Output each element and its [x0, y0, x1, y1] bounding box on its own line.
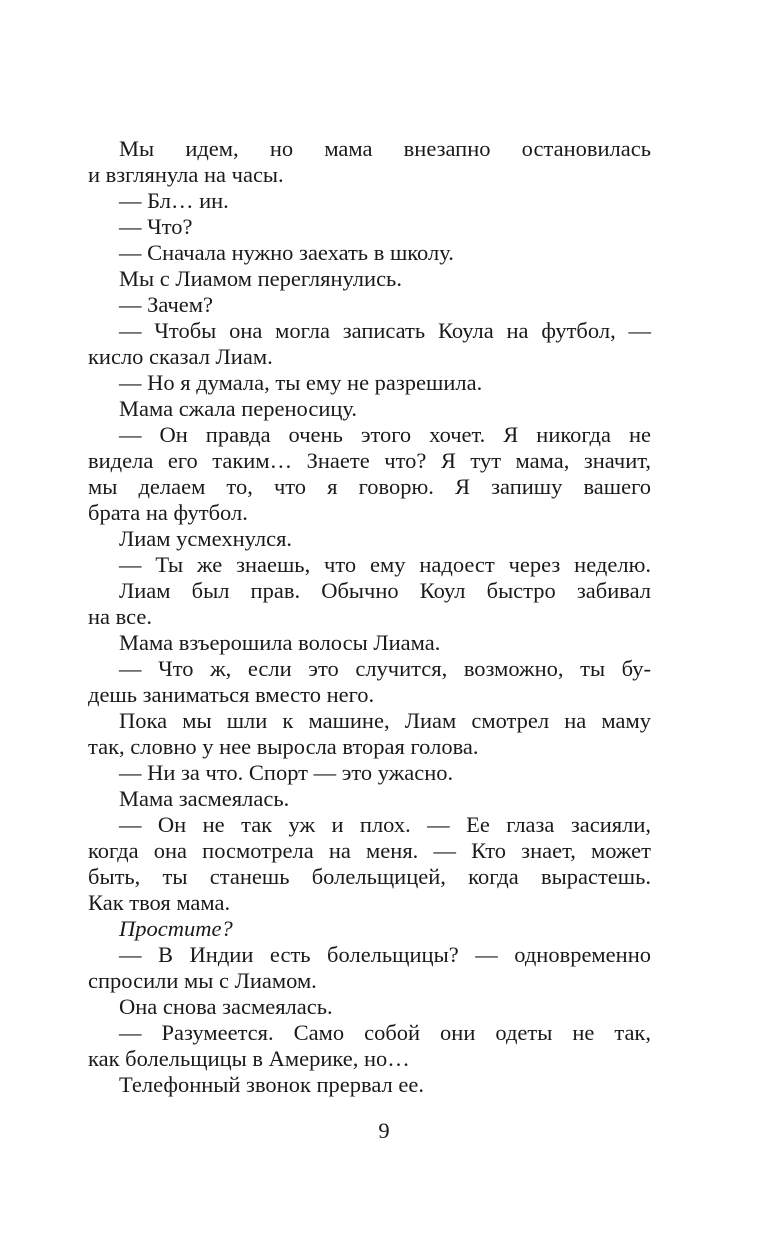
- text-line: спросили мы с Лиамом.: [88, 968, 317, 993]
- text-line: — Что ж, если это случится, возможно, ты бу-: [119, 656, 651, 681]
- text-line: Лиам усмехнулся.: [119, 526, 293, 551]
- text-line: — Разумеется. Само собой они одеты не так,: [119, 1020, 651, 1045]
- text-line: Телефонный звонок прервал ее.: [119, 1072, 425, 1097]
- text-line: когда она посмотрела на меня. — Кто знает, может: [88, 838, 651, 863]
- text-line: кисло сказал Лиам.: [88, 344, 273, 369]
- text-line: брата на футбол.: [88, 500, 248, 525]
- text-line: Мама взъерошила волосы Лиама.: [119, 630, 441, 655]
- text-line: Лиам был прав. Обычно Коул быстро забивал: [119, 578, 651, 603]
- text-line: Мама сжала переносицу.: [119, 396, 358, 421]
- text-line: видела его таким… Знаете что? Я тут мама, значит,: [88, 448, 651, 473]
- text-line: и взглянула на часы.: [88, 162, 284, 187]
- text-line: Как твоя мама.: [88, 890, 231, 915]
- text-line: — Зачем?: [119, 292, 214, 317]
- text-line: быть, ты станешь болельщицей, когда вырастешь.: [88, 864, 651, 889]
- text-line: Мама засмеялась.: [119, 786, 290, 811]
- text-line: Пока мы шли к машине, Лиам смотрел на маму: [119, 708, 651, 733]
- text-line: — Он правда очень этого хочет. Я никогда не: [119, 422, 651, 447]
- text-line: — Что?: [119, 214, 193, 239]
- text-line: — Бл… ин.: [119, 188, 229, 213]
- text-line: Мы с Лиамом переглянулись.: [119, 266, 402, 291]
- text-line: как болельщицы в Америке, но…: [88, 1046, 410, 1071]
- text-line: — Он не так уж и плох. — Ее глаза засияли,: [119, 812, 651, 837]
- text-line: Она снова засмеялась.: [119, 994, 333, 1019]
- text-line: на все.: [88, 604, 153, 629]
- text-line: — В Индии есть болельщицы? — одновременно: [119, 942, 651, 967]
- body-text: [88, 136, 651, 1098]
- text-line: — Ни за что. Спорт — это ужасно.: [119, 760, 454, 785]
- page-number: 9: [378, 1118, 390, 1143]
- text-line: Мы идем, но мама внезапно остановилась: [119, 136, 651, 161]
- text-line: дешь заниматься вместо него.: [88, 682, 375, 707]
- text-line: — Сначала нужно заехать в школу.: [119, 240, 454, 265]
- text-line: Простите?: [119, 916, 233, 941]
- text-line: мы делаем то, что я говорю. Я запишу вашего: [88, 474, 651, 499]
- text-line: — Чтобы она могла записать Коула на футбол, —: [119, 318, 651, 343]
- text-line: так, словно у нее выросла вторая голова.: [88, 734, 479, 759]
- text-line: — Ты же знаешь, что ему надоест через неделю.: [119, 552, 651, 577]
- text-line: — Но я думала, ты ему не разрешила.: [119, 370, 483, 395]
